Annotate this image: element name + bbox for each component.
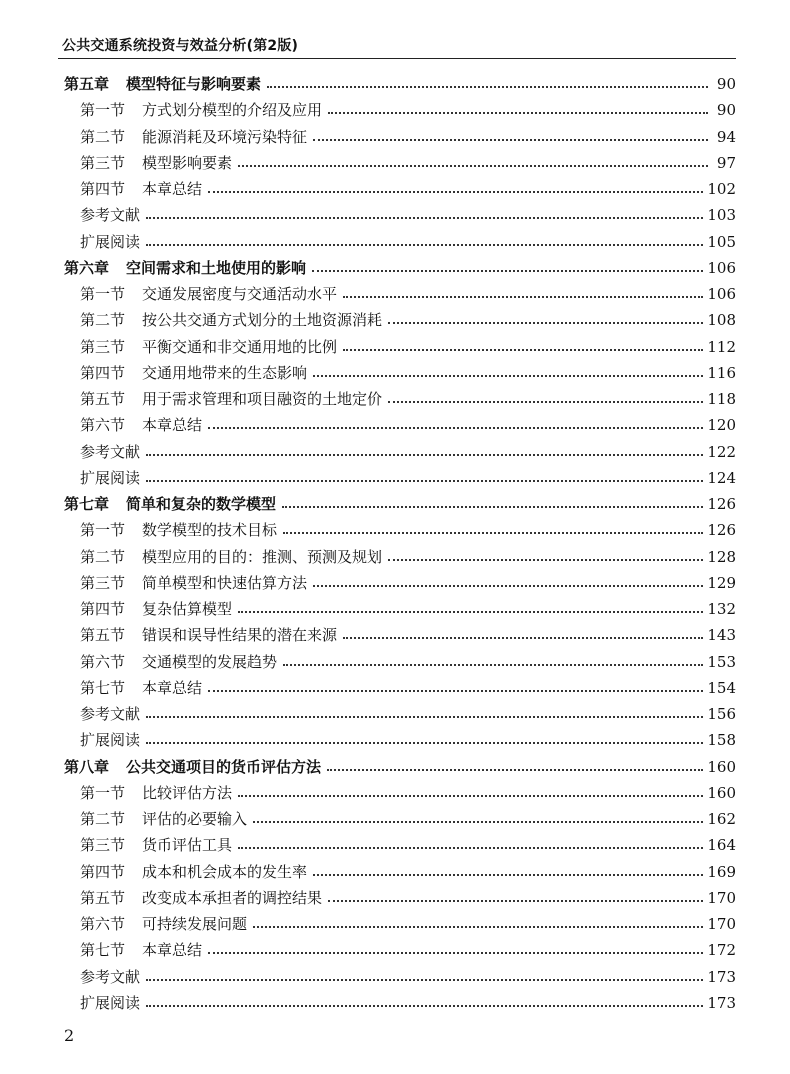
dot-leader <box>282 506 703 508</box>
dot-leader <box>146 979 703 981</box>
toc-entry-number: 第五节 <box>80 626 126 645</box>
dot-leader <box>343 296 703 298</box>
toc-entry-title: 交通模型的发展趋势 <box>142 652 278 671</box>
toc-section-entry <box>80 675 736 701</box>
toc-section-entry <box>80 570 736 596</box>
toc-entry-title: 模型特征与影响要素 <box>126 75 262 93</box>
toc-entry-number: 第一节 <box>80 783 126 802</box>
toc-entry-page: 102 <box>707 180 736 198</box>
dot-leader <box>208 427 703 429</box>
running-header: 公共交通系统投资与效益分析(第2版) <box>62 38 299 54</box>
toc-section-entry <box>80 202 736 228</box>
toc-entry-number: 第三节 <box>80 836 126 855</box>
toc-section-entry <box>80 780 736 806</box>
toc-entry-title: 成本和机会成本的发生率 <box>142 862 308 881</box>
dot-leader <box>327 769 703 771</box>
dot-leader <box>146 217 703 219</box>
dot-leader <box>238 795 703 797</box>
toc-entry-title: 可持续发展问题 <box>142 915 248 933</box>
toc-entry-number: 第四节 <box>80 862 126 881</box>
toc-entry-number: 第四节 <box>80 600 126 618</box>
toc-entry-page: 112 <box>707 337 736 356</box>
toc-entry-title: 模型影响要素 <box>142 153 233 172</box>
toc-entry-page: 173 <box>707 993 736 1012</box>
toc-chapter-entry <box>64 491 736 517</box>
dot-leader <box>253 821 703 823</box>
toc-section-entry <box>80 360 736 386</box>
toc-section-entry <box>80 281 736 307</box>
toc-entry-page: 128 <box>707 547 736 566</box>
dot-leader <box>208 952 703 954</box>
dot-leader <box>388 559 703 561</box>
toc-entry-page: 94 <box>716 127 736 146</box>
toc-section-entry <box>80 307 736 333</box>
toc-entry-page: 116 <box>707 363 736 382</box>
dot-leader <box>313 585 703 587</box>
toc-entry-title: 简单和复杂的数学模型 <box>126 495 277 513</box>
toc-section-entry <box>80 517 736 543</box>
toc-entry-number: 第六节 <box>80 652 126 671</box>
toc-section-entry <box>80 885 736 911</box>
toc-entry-page: 106 <box>707 258 736 277</box>
toc-entry-title: 扩展阅读 <box>80 468 141 487</box>
dot-leader <box>343 349 703 351</box>
toc-section-entry <box>80 124 736 150</box>
toc-entry-page: 156 <box>707 705 736 723</box>
toc-entry-title: 错误和误导性结果的潜在来源 <box>142 626 338 645</box>
toc-entry-page: 172 <box>707 941 736 960</box>
dot-leader <box>283 532 703 534</box>
toc-entry-title: 公共交通项目的货币评估方法 <box>126 757 322 776</box>
dot-leader <box>238 847 703 849</box>
toc-section-entry <box>80 622 736 648</box>
toc-entry-title: 方式划分模型的介绍及应用 <box>142 101 323 120</box>
toc-entry-number: 第六章 <box>64 258 110 277</box>
toc-entry-number: 第七节 <box>80 941 126 960</box>
toc-section-entry <box>80 334 736 360</box>
toc-chapter-entry <box>64 255 736 281</box>
toc-entry-title: 本章总结 <box>142 941 203 960</box>
toc-entry-number: 第二节 <box>80 547 126 566</box>
toc-entry-page: 143 <box>707 626 736 645</box>
toc-entry-page: 90 <box>716 101 736 120</box>
toc-entry-number: 第三节 <box>80 573 126 592</box>
toc-entry-title: 空间需求和土地使用的影响 <box>126 258 307 277</box>
toc-entry-title: 平衡交通和非交通用地的比例 <box>142 337 338 356</box>
dot-leader <box>313 375 703 377</box>
toc-entry-title: 复杂估算模型 <box>142 600 233 618</box>
toc-entry-title: 本章总结 <box>142 180 203 198</box>
dot-leader <box>146 244 703 246</box>
toc-entry-title: 用于需求管理和项目融资的土地定价 <box>142 390 383 408</box>
dot-leader <box>146 716 703 718</box>
toc-section-entry <box>80 97 736 123</box>
toc-entry-number: 第四节 <box>80 180 126 198</box>
dot-leader <box>146 1005 703 1007</box>
toc-entry-title: 评估的必要输入 <box>142 810 248 828</box>
toc-entry-page: 160 <box>707 757 736 776</box>
toc-entry-title: 参考文献 <box>80 967 141 986</box>
toc-entry-number: 第四节 <box>80 363 126 382</box>
toc-section-entry <box>80 806 736 832</box>
toc-entry-page: 129 <box>707 573 736 592</box>
toc-entry-number: 第二节 <box>80 810 126 828</box>
dot-leader <box>343 637 703 639</box>
toc-entry-number: 第三节 <box>80 337 126 356</box>
toc-entry-title: 按公共交通方式划分的土地资源消耗 <box>142 311 383 330</box>
dot-leader <box>146 454 703 456</box>
toc-section-entry <box>80 176 736 202</box>
toc-entry-title: 扩展阅读 <box>80 232 141 251</box>
toc-entry-page: 103 <box>707 206 736 225</box>
toc-section-entry <box>80 964 736 990</box>
toc-entry-number: 第五节 <box>80 390 126 408</box>
dot-leader <box>238 165 708 167</box>
toc-entry-page: 164 <box>707 836 736 855</box>
toc-section-entry <box>80 859 736 885</box>
toc-section-entry <box>80 727 736 753</box>
toc-entry-title: 交通发展密度与交通活动水平 <box>142 285 338 303</box>
toc-entry-page: 173 <box>707 967 736 986</box>
dot-leader <box>267 86 708 88</box>
toc-entry-page: 108 <box>707 311 736 330</box>
toc-entry-title: 数学模型的技术目标 <box>142 521 278 540</box>
toc-section-entry <box>80 465 736 491</box>
toc-section-entry <box>80 911 736 937</box>
toc-entry-page: 120 <box>707 416 736 435</box>
header-rule <box>58 58 736 59</box>
toc-entry-page: 106 <box>707 285 736 303</box>
toc-section-entry <box>80 649 736 675</box>
toc-entry-number: 第二节 <box>80 311 126 330</box>
toc-entry-number: 第一节 <box>80 521 126 540</box>
toc-section-entry <box>80 229 736 255</box>
toc-entry-page: 169 <box>707 862 736 881</box>
dot-leader <box>388 401 703 403</box>
toc-entry-number: 第六节 <box>80 416 126 435</box>
toc-entry-number: 第七节 <box>80 678 126 697</box>
toc-entry-number: 第一节 <box>80 101 126 120</box>
toc-entry-title: 模型应用的目的：推测、预测及规划 <box>142 547 383 566</box>
toc-entry-number: 第五节 <box>80 888 126 907</box>
toc-entry-title: 交通用地带来的生态影响 <box>142 363 308 382</box>
toc-section-entry <box>80 990 736 1016</box>
toc-entry-title: 参考文献 <box>80 206 141 225</box>
toc-section-entry <box>80 386 736 412</box>
toc-entry-page: 118 <box>707 390 736 408</box>
dot-leader <box>388 322 703 324</box>
toc-entry-page: 160 <box>707 783 736 802</box>
toc-section-entry <box>80 412 736 438</box>
toc-entry-page: 124 <box>707 468 736 487</box>
toc-chapter-entry <box>64 71 736 97</box>
toc-entry-number: 第七章 <box>64 495 110 513</box>
toc-entry-number: 第三节 <box>80 153 126 172</box>
toc-entry-page: 153 <box>707 652 736 671</box>
toc-entry-page: 162 <box>707 810 736 828</box>
dot-leader <box>146 742 703 744</box>
toc-entry-title: 本章总结 <box>142 678 203 697</box>
toc-entry-page: 170 <box>707 888 736 907</box>
dot-leader <box>238 611 703 613</box>
dot-leader <box>208 690 703 692</box>
dot-leader <box>312 270 703 272</box>
dot-leader <box>208 191 703 193</box>
toc-section-entry <box>80 439 736 465</box>
toc-entry-page: 170 <box>707 915 736 933</box>
toc-entry-page: 158 <box>707 731 736 750</box>
toc-entry-page: 90 <box>716 75 736 93</box>
toc-entry-page: 97 <box>716 153 736 172</box>
toc-entry-page: 154 <box>707 678 736 697</box>
toc-entry-number: 第一节 <box>80 285 126 303</box>
dot-leader <box>253 926 703 928</box>
toc-entry-title: 参考文献 <box>80 442 141 461</box>
dot-leader <box>313 139 708 141</box>
dot-leader <box>146 480 703 482</box>
dot-leader <box>328 900 703 902</box>
toc-entry-title: 比较评估方法 <box>142 783 233 802</box>
toc-entry-number: 第二节 <box>80 127 126 146</box>
toc-entry-title: 扩展阅读 <box>80 993 141 1012</box>
dot-leader <box>313 874 703 876</box>
toc-entry-page: 122 <box>707 442 736 461</box>
toc-entry-page: 132 <box>707 600 736 618</box>
toc-entry-title: 参考文献 <box>80 705 141 723</box>
toc-section-entry <box>80 596 736 622</box>
page-number: 2 <box>64 1026 75 1045</box>
toc-entry-title: 改变成本承担者的调控结果 <box>142 888 323 907</box>
toc-entry-page: 105 <box>707 232 736 251</box>
toc-section-entry <box>80 937 736 963</box>
toc-entry-title: 能源消耗及环境污染特征 <box>142 127 308 146</box>
toc-section-entry <box>80 701 736 727</box>
toc-entry-title: 扩展阅读 <box>80 731 141 750</box>
toc-section-entry <box>80 150 736 176</box>
toc-section-entry <box>80 544 736 570</box>
toc-chapter-entry <box>64 754 736 780</box>
toc-entry-title: 简单模型和快速估算方法 <box>142 573 308 592</box>
toc-entry-title: 货币评估工具 <box>142 836 233 855</box>
toc-entry-number: 第六节 <box>80 915 126 933</box>
toc-entry-page: 126 <box>707 495 736 513</box>
dot-leader <box>328 112 708 114</box>
toc-entry-number: 第五章 <box>64 75 110 93</box>
toc-section-entry <box>80 832 736 858</box>
dot-leader <box>283 664 703 666</box>
toc-entry-number: 第八章 <box>64 757 110 776</box>
toc-entry-page: 126 <box>707 521 736 540</box>
toc-entry-title: 本章总结 <box>142 416 203 435</box>
